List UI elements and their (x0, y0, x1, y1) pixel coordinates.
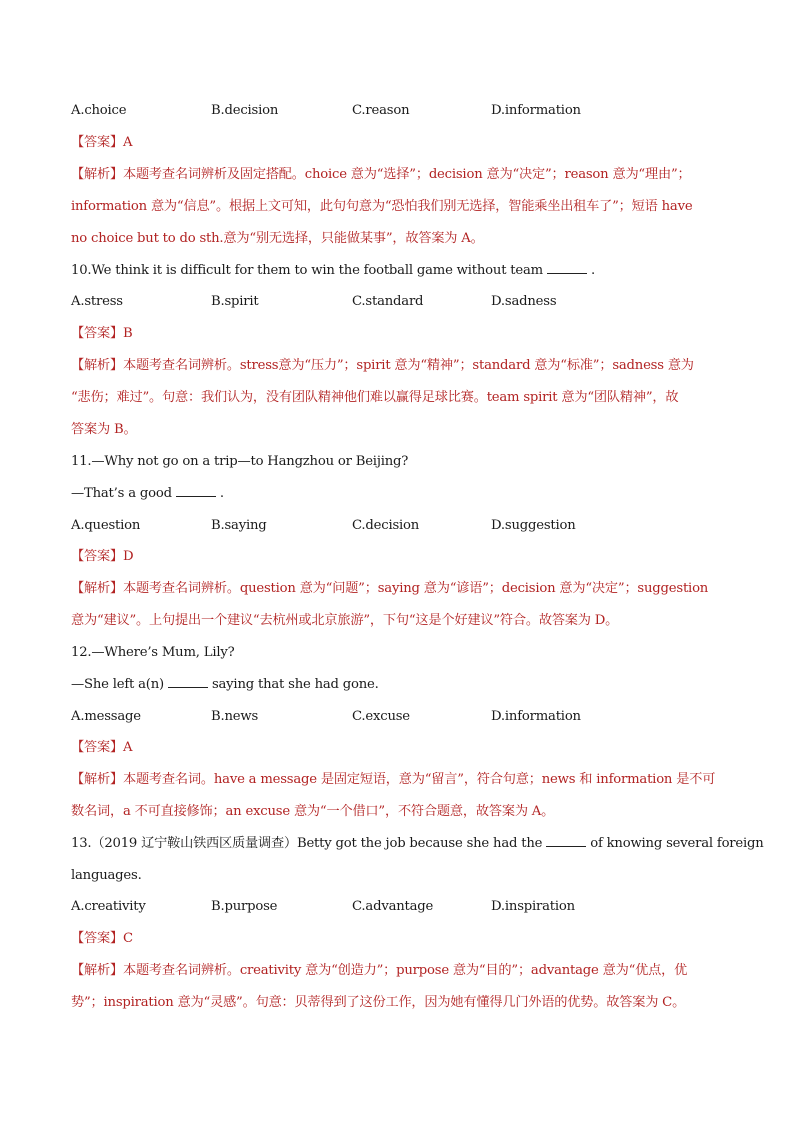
q13-stem-text: 13.（2019 辽宁鞍山铁西区质量调查）Betty got the job because she had the (71, 836, 543, 851)
q11-options (71, 516, 731, 538)
q13-option-d: D.inspiration (491, 899, 575, 914)
q13-option-a: A.creativity (71, 899, 146, 914)
analysis-label: 【解析】 (71, 963, 123, 978)
q12-blank (168, 675, 208, 688)
q10-answer (71, 324, 731, 346)
analysis-text: 本题考查名词辨析及固定搭配。choice 意为“选择”；decision 意为“决定”；reason 意为“理由”； (122, 167, 691, 182)
q12-stem-text: —She left a(n) (71, 677, 164, 692)
q10-stem-end: . (590, 263, 595, 278)
q10-option-a: A.stress (71, 294, 123, 309)
q13-stem-2: languages. (71, 868, 142, 883)
q10-option-c: C.standard (352, 294, 424, 309)
analysis-label: 【解析】 (71, 581, 123, 596)
q13-option-c: C.advantage (352, 899, 434, 914)
q12-options (71, 707, 731, 729)
answer-label: 【答案】 (71, 740, 123, 755)
answer-value: A (122, 135, 133, 150)
q12-option-a: A.message (71, 709, 141, 724)
q10-stem-text: 10.We think it is difficult for them to win the football game without team (71, 263, 543, 278)
q9-option-d: D.information (491, 103, 581, 118)
q12-stem-2 (71, 675, 731, 697)
q11-stem-2 (71, 484, 731, 506)
q9-option-a: A.choice (71, 103, 127, 118)
q11-stem-text: —That’s a good (71, 486, 172, 501)
q12-option-b: B.news (211, 709, 259, 724)
q11-stem-end: . (219, 486, 224, 501)
q13-stem-1 (71, 834, 764, 856)
q12-stem-1: 12.—Where’s Mum, Lily? (71, 645, 235, 660)
q13-analysis-line-1 (71, 961, 731, 983)
q10-analysis-line-1 (71, 356, 731, 378)
q10-blank (547, 261, 587, 274)
q13-stem-end: of knowing several foreign (590, 836, 764, 851)
q11-option-c: C.decision (352, 518, 420, 533)
q9-answer (71, 133, 731, 155)
answer-label: 【答案】 (71, 931, 123, 946)
q10-option-b: B.spirit (211, 294, 259, 309)
q10-analysis-line-3: 答案为 B。 (71, 422, 137, 437)
q11-stem-1: 11.—Why not go on a trip—to Hangzhou or Beijing? (71, 454, 409, 469)
answer-value: C (122, 931, 133, 946)
answer-label: 【答案】 (71, 326, 123, 341)
analysis-text: 本题考查名词辨析。question 意为“问题”；saying 意为“谚语”；decision 意为“决定”；suggestion (122, 581, 709, 596)
q10-analysis-line-2: “悲伤；难过”。句意：我们认为，没有团队精神他们难以赢得足球比赛。team spirit 意为“团队精神”，故 (71, 390, 679, 405)
analysis-label: 【解析】 (71, 772, 123, 787)
q10-stem (71, 261, 731, 283)
q12-stem-end: saying that she had gone. (211, 677, 379, 692)
q11-analysis-line-2: 意为“建议”。上句提出一个建议“去杭州或北京旅游”，下句“这是个好建议”符合。故答案为 D。 (71, 613, 619, 628)
q12-option-d: D.information (491, 709, 581, 724)
answer-label: 【答案】 (71, 135, 123, 150)
q13-options (71, 897, 731, 919)
q12-option-c: C.excuse (352, 709, 410, 724)
answer-value: D (122, 549, 134, 564)
q11-option-b: B.saying (211, 518, 267, 533)
q10-options (71, 292, 731, 314)
q12-analysis-line-1 (71, 770, 731, 792)
analysis-label: 【解析】 (71, 358, 123, 373)
q9-analysis-line-1 (71, 165, 731, 187)
q9-analysis-line-2: information 意为“信息”。根据上文可知，此句句意为“恐怕我们别无选择，智能乘坐出租车了”；短语 have (71, 199, 693, 214)
analysis-text: 本题考查名词辨析。creativity 意为“创造力”；purpose 意为“目的”；advantage 意为“优点，优 (122, 963, 688, 978)
q11-option-d: D.suggestion (491, 518, 576, 533)
analysis-text: 本题考查名词。have a message 是固定短语，意为“留言”，符合句意；news 和 information 是不可 (122, 772, 716, 787)
q13-blank (546, 834, 586, 847)
q9-analysis-line-3: no choice but to do sth.意为“别无选择，只能做某事”，故答案为 A。 (71, 231, 484, 246)
q11-option-a: A.question (71, 518, 141, 533)
answer-value: B (122, 326, 133, 341)
answer-label: 【答案】 (71, 549, 123, 564)
q11-analysis-line-1 (71, 579, 731, 601)
q13-answer (71, 929, 731, 951)
q11-blank (176, 484, 216, 497)
answer-value: A (122, 740, 133, 755)
q10-option-d: D.sadness (491, 294, 557, 309)
q13-analysis-line-2: 势”；inspiration 意为“灵感”。句意：贝蒂得到了这份工作，因为她有懂得几门外语的优势。故答案为 C。 (71, 995, 686, 1010)
analysis-text: 本题考查名词辨析。stress意为“压力”；spirit 意为“精神”；standard 意为“标准”；sadness 意为 (122, 358, 694, 373)
q11-answer (71, 547, 731, 569)
q12-answer (71, 738, 731, 760)
analysis-label: 【解析】 (71, 167, 123, 182)
q9-option-b: B.decision (211, 103, 279, 118)
q9-option-c: C.reason (352, 103, 410, 118)
q12-analysis-line-2: 数名词，a 不可直接修饰；an excuse 意为“一个借口”，不符合题意，故答案为 A。 (71, 804, 555, 819)
q9-options (71, 101, 731, 123)
q13-option-b: B.purpose (211, 899, 278, 914)
